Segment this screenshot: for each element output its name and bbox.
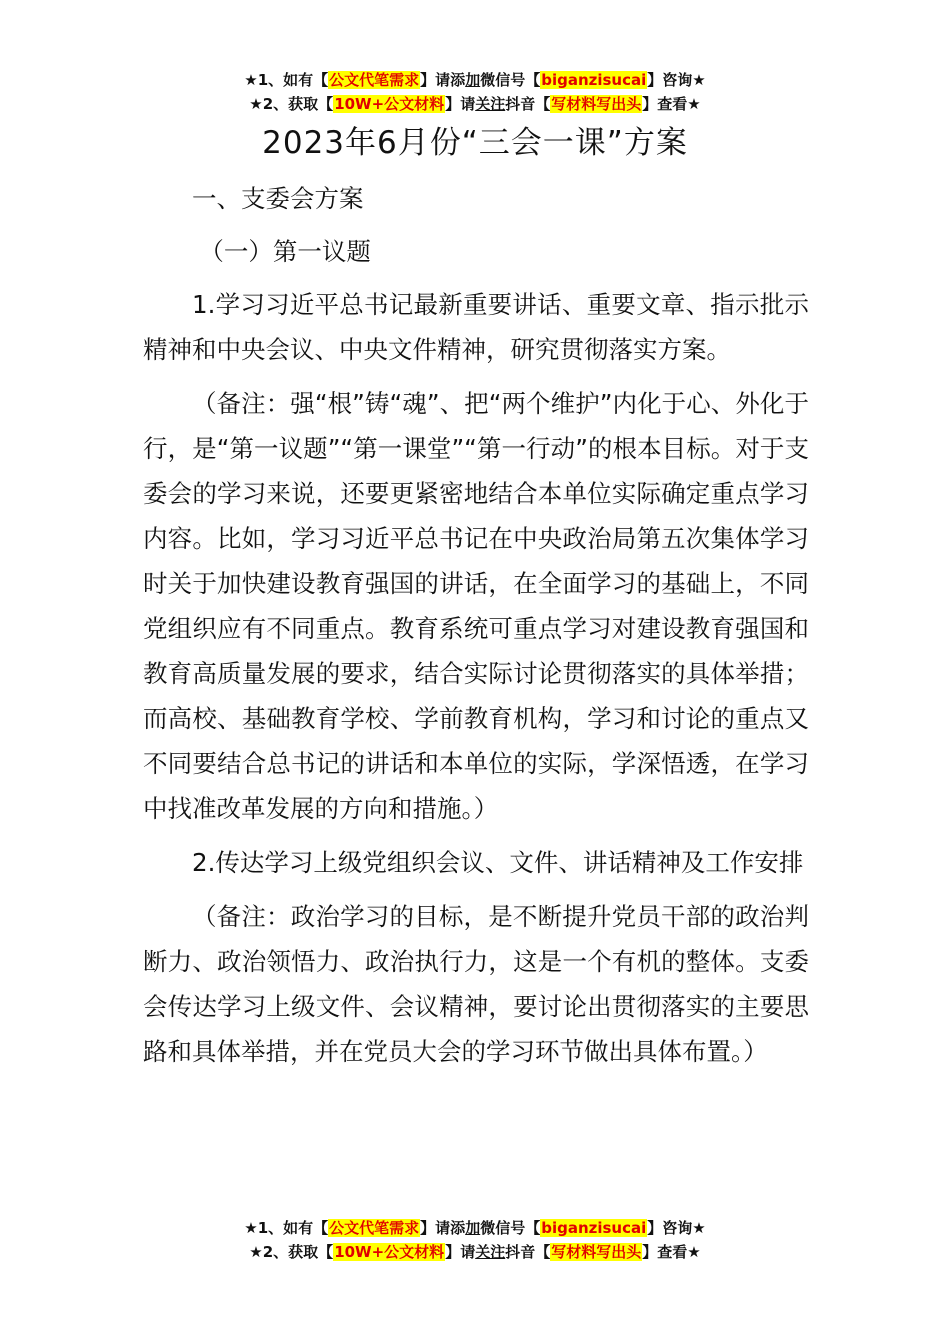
ad-text: ★1、如有【 [244,71,329,89]
subsection-heading: （一）第一议题 [199,237,371,266]
ad-text: 】请 [445,1243,476,1261]
ad-text: 】请添 [420,71,466,89]
ad-underline: 关注 [475,95,506,113]
header-ad-banner [0,68,950,116]
ad-text: 抖音【 [505,95,551,113]
ad-text: 微信号【 [480,1219,541,1237]
ad-line-1 [0,1216,950,1240]
ad-text: 抖音【 [505,1243,551,1261]
ad-line-2 [0,92,950,116]
ad-text: 】咨询★ [647,1219,706,1237]
ad-underline: 加 [465,71,481,89]
item-paragraph: 1.学习习近平总书记最新重要讲话、重要文章、指示批示精神和中央会议、中央文件精神，研究贯彻落实方案。 [143,290,809,364]
document-body [143,176,809,1083]
ad-text: ★2、获取【 [249,95,334,113]
ad-text: ★2、获取【 [249,1243,334,1261]
ad-highlight: biganzisucai [541,1219,647,1237]
ad-text: 】查看★ [642,95,701,113]
ad-underline: 加 [465,1219,481,1237]
ad-underline: 关注 [475,1243,506,1261]
ad-text: 】请添 [420,1219,466,1237]
ad-highlight: 写材料写出头 [551,1243,642,1261]
ad-line-2 [0,1240,950,1264]
ad-text: 微信号【 [480,71,541,89]
note-paragraph: （备注：政治学习的目标，是不断提升党员干部的政治判断力、政治领悟力、政治执行力，这是一个有机的整体。支委会传达学习上级文件、会议精神，要讨论出贯彻落实的主要思路和具体举措，并在党员大会的学习环节做出具体布置。） [143,902,809,1066]
ad-highlight: biganzisucai [541,71,647,89]
ad-highlight: 公文代笔需求 [329,71,420,89]
ad-highlight: 10W+公文材料 [334,1243,445,1261]
note-paragraph: （备注：强“根”铸“魂”、把“两个维护”内化于心、外化于行，是“第一议题”“第一课堂”“第一行动”的根本目标。对于支委会的学习来说，还要更紧密地结合本单位实际确定重点学习内容。比如，学习习近平总书记在中央政治局第五次集体学习时关于加快建设教育强国的讲话，在全面学习的基础上，不同党组织应有不同重点。教育系统可重点学习对建设教育强国和教育高质量发展的要求，结合实际讨论贯彻落实的具体举措；而高校、基础教育学校、学前教育机构，学习和讨论的重点又不同要结合总书记的讲话和本单位的实际，学深悟透，在学习中找准改革发展的方向和措施。） [143,389,809,823]
ad-text: 】请 [445,95,476,113]
ad-text: 】咨询★ [647,71,706,89]
ad-text: 】查看★ [642,1243,701,1261]
ad-highlight: 10W+公文材料 [334,95,445,113]
section-heading: 一、支委会方案 [192,184,364,213]
footer-ad-banner [0,1216,950,1264]
ad-text: ★1、如有【 [244,1219,329,1237]
document-title: 2023年6月份“三会一课”方案 [262,125,688,161]
ad-highlight: 写材料写出头 [551,95,642,113]
item-paragraph: 2.传达学习上级党组织会议、文件、讲话精神及工作安排 [192,848,804,877]
ad-highlight: 公文代笔需求 [329,1219,420,1237]
ad-line-1 [0,68,950,92]
